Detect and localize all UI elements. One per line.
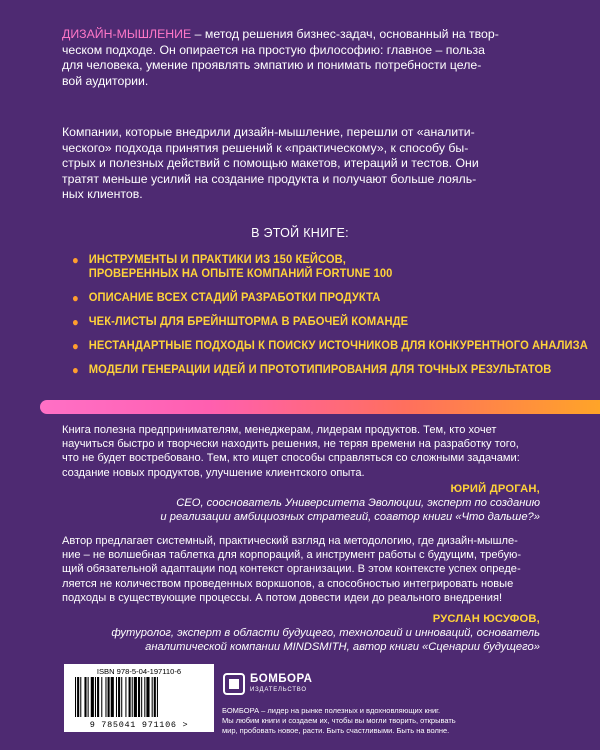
- author-role: аналитической компании MINDSMITH, автор книги «Сценарии будущего»: [145, 641, 540, 653]
- author-name: ЮРИЙ ДРОГАН,: [450, 483, 540, 495]
- feature-list: [72, 252, 588, 386]
- barcode: [64, 664, 214, 732]
- barcode-bar: [97, 677, 99, 717]
- bullet-icon: ●: [72, 339, 79, 353]
- barcode-bars: [75, 677, 203, 717]
- barcode-bar: [129, 677, 131, 717]
- barcode-bar: [108, 677, 110, 717]
- barcode-bar: [91, 677, 94, 717]
- barcode-bar: [77, 677, 79, 717]
- barcode-bar: [80, 677, 81, 717]
- publisher-logo: [222, 670, 312, 702]
- barcode-bar: [125, 677, 126, 717]
- barcode-bar: [105, 677, 106, 717]
- author-role: и реализации амбициозных стратегий, соавтор книги «Что дальше?»: [160, 511, 540, 523]
- paragraph-line: стрых и полезных действий с помощью макетов, итераций и тестов. Они: [62, 156, 479, 171]
- review-1-author: [160, 482, 540, 524]
- barcode-bar: [154, 677, 156, 717]
- term-highlight: ДИЗАЙН-МЫШЛЕНИЕ: [62, 27, 192, 41]
- publisher-subtitle: ИЗДАТЕЛЬСТВО: [250, 687, 307, 693]
- barcode-bar: [134, 677, 137, 717]
- author-role: футуролог, эксперт в области будущего, технологий и инноваций, основатель: [111, 627, 540, 639]
- paragraph-line: ческого» подхода принятия решений к «практическому», к способу бы-: [62, 140, 469, 155]
- author-role: CEO, сооснователь Университета Эволюции, эксперт по созданию: [176, 497, 540, 509]
- bullet-icon: ●: [72, 253, 79, 267]
- barcode-bar: [95, 677, 96, 717]
- barcode-number: 9 785041 971106 >: [89, 720, 189, 730]
- barcode-bar: [118, 677, 120, 717]
- barcode-bar: [84, 677, 86, 717]
- feature-item: ● МОДЕЛИ ГЕНЕРАЦИИ ИДЕЙ И ПРОТОТИПИРОВАНИЯ ДЛЯ ТОЧНЫХ РЕЗУЛЬТАТОВ: [72, 362, 552, 377]
- isbn-label: ISBN 978-5-04-197110-6: [96, 667, 182, 676]
- barcode-bar: [111, 677, 114, 717]
- barcode-bar: [152, 677, 153, 717]
- companies-paragraph: [62, 125, 550, 203]
- barcode-bar: [146, 677, 149, 717]
- barcode-bar: [121, 677, 122, 717]
- intro-paragraph: [62, 27, 550, 89]
- intro-line-1: – метод решения бизнес-задач, основанный на твор-: [191, 27, 499, 41]
- book-contents-heading: В ЭТОЙ КНИГЕ:: [251, 226, 349, 240]
- barcode-bar: [101, 677, 102, 717]
- bullet-icon: ●: [72, 291, 79, 305]
- bombora-logo-icon: [222, 672, 246, 696]
- publisher-blurb: БОМБОРА – лидер на рынке полезных и вдохновляющих книг. Мы любим книги и создаем их, чтобы вы могли творить, открывать мир, пробовать новое, расти. Быть счастливыми. Быть на волне.: [222, 706, 456, 735]
- review-2-text: Автор предлагает системный, практический взгляд на методологию, где дизайн-мышле- ние – не волшебная таблетка для корпораций, а инструмент работы с будущим, требую- щий обязательной адаптации под контекст организации. В этом контексте успех опреде- ляется не количеством проведенных воркшопов, а способностью интегрировать новые подходы в существующие процессы. А потом довести идеи до реального внедрения!: [62, 535, 522, 604]
- barcode-bar: [138, 677, 140, 717]
- intro-line-2: ческом подходе. Он опирается на простую философию: главное – польза: [62, 42, 485, 57]
- barcode-bar: [144, 677, 145, 717]
- bullet-icon: ●: [72, 363, 79, 377]
- barcode-bar: [132, 677, 133, 717]
- review-2-author: [111, 612, 540, 654]
- intro-line-4: вой аудитории.: [62, 73, 149, 88]
- barcode-bar: [157, 677, 158, 717]
- paragraph-line: ных клиентов.: [62, 187, 143, 202]
- barcode-bar: [116, 677, 117, 717]
- bullet-icon: ●: [72, 315, 79, 329]
- barcode-bar: [141, 677, 142, 717]
- feature-item: ● ИНСТРУМЕНТЫ И ПРАКТИКИ ИЗ 150 КЕЙСОВ, ПРОВЕРЕННЫХ НА ОПЫТЕ КОМПАНИЙ FORTUNE 100: [72, 252, 393, 280]
- intro-line-3: для человека, умение проявлять эмпатию и понимать потребности целе-: [62, 58, 482, 73]
- author-name: РУСЛАН ЮСУФОВ,: [432, 613, 540, 625]
- barcode-bar: [88, 677, 89, 717]
- barcode-bar: [75, 677, 76, 717]
- feature-item: ● ЧЕК-ЛИСТЫ ДЛЯ БРЕЙНШТОРМА В РАБОЧЕЙ КОМАНДЕ: [72, 314, 409, 329]
- publisher-name: БОМБОРА: [250, 673, 313, 685]
- review-1-text: Книга полезна предпринимателям, менеджерам, лидерам продуктов. Тем, кто хочет научиться быстро и творчески находить решения, не теряя времени на разработку того, что не будет востребовано. Тем, кто ищет способы справляться со сложными задачами: создание новых продуктов, улучшение клиентского опыта.: [62, 424, 520, 479]
- paragraph-line: тратят меньше усилий на создание продукта и получают больше лояль-: [62, 171, 477, 186]
- paragraph-line: Компании, которые внедрили дизайн-мышление, перешли от «аналити-: [62, 125, 475, 139]
- feature-item: ● НЕСТАНДАРТНЫЕ ПОДХОДЫ К ПОИСКУ ИСТОЧНИКОВ ДЛЯ КОНКУРЕНТНОГО АНАЛИЗА: [72, 338, 588, 353]
- gradient-divider: [40, 400, 600, 414]
- feature-item: ● ОПИСАНИЕ ВСЕХ СТАДИЙ РАЗРАБОТКИ ПРОДУКТА: [72, 290, 381, 305]
